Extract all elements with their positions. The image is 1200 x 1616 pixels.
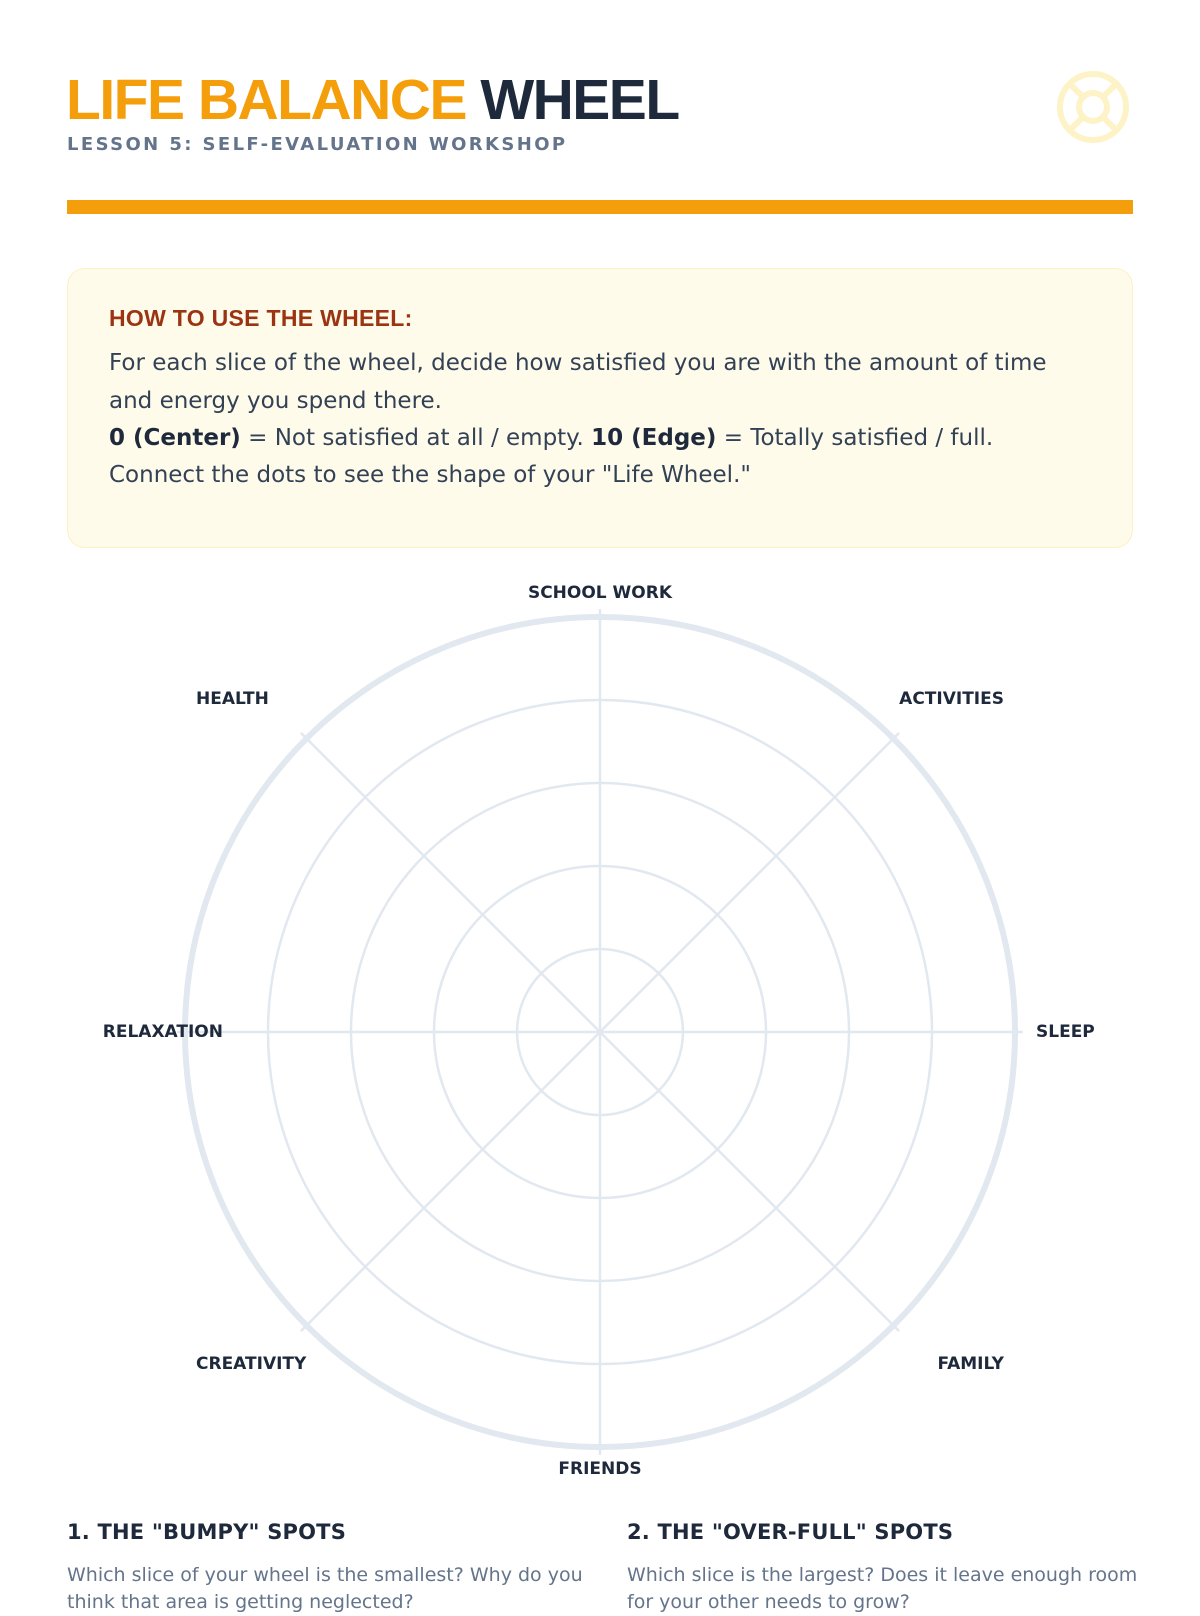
- wheel-label-friends: FRIENDS: [558, 1459, 642, 1479]
- life-wheel[interactable]: [0, 570, 1200, 1490]
- wheel-label-school-work: SCHOOL WORK: [527, 583, 673, 603]
- wheel-label-activities: ACTIVITIES: [899, 689, 1004, 709]
- wheel-label-sleep: SLEEP: [1036, 1022, 1095, 1042]
- lesson-subtitle: LESSON 5: SELF-EVALUATION WORKSHOP: [67, 134, 568, 155]
- instructions-panel: [67, 268, 1133, 548]
- question-text: Which slice of your wheel is the smallest? Why do you think that area is getting neglected?: [67, 1564, 583, 1613]
- page-title-dark: WHEEL: [480, 68, 679, 132]
- life-ring-icon: [1056, 70, 1130, 144]
- question-over-full-spots: [627, 1520, 1147, 1616]
- wheel-label-health: HEALTH: [196, 689, 269, 709]
- wheel-spoke: [600, 733, 899, 1032]
- page-title: [66, 64, 679, 136]
- wheel-spoke: [301, 733, 600, 1032]
- instructions-paragraph: For each slice of the wheel, decide how satisfied you are with the amount of time and energy you spend there.: [109, 350, 1047, 414]
- question-bumpy-spots: [67, 1520, 587, 1616]
- connect-instruction: Connect the dots to see the shape of your "Life Wheel.": [109, 462, 751, 488]
- center-label: 0 (Center): [109, 425, 241, 451]
- edge-text: = Totally satisfied / full.: [716, 425, 994, 451]
- question-text: Which slice is the largest? Does it leave enough room for your other needs to grow?: [627, 1564, 1138, 1613]
- instructions-heading: HOW TO USE THE WHEEL:: [109, 305, 413, 331]
- header-divider: [67, 200, 1133, 214]
- wheel-label-creativity: CREATIVITY: [196, 1354, 307, 1374]
- question-title: 1. THE "BUMPY" SPOTS: [67, 1520, 347, 1544]
- scale-explanation: [109, 420, 1092, 457]
- center-text: = Not satisfied at all / empty.: [240, 425, 592, 451]
- page-title-accent: LIFE BALANCE: [66, 68, 466, 132]
- question-title: 2. THE "OVER-FULL" SPOTS: [627, 1520, 954, 1544]
- wheel-spoke: [301, 1032, 600, 1331]
- edge-label: 10 (Edge): [591, 425, 717, 451]
- wheel-grid: [177, 609, 1023, 1455]
- wheel-label-family: FAMILY: [937, 1354, 1004, 1374]
- wheel-spoke: [600, 1032, 899, 1331]
- wheel-label-relaxation: RELAXATION: [102, 1022, 223, 1042]
